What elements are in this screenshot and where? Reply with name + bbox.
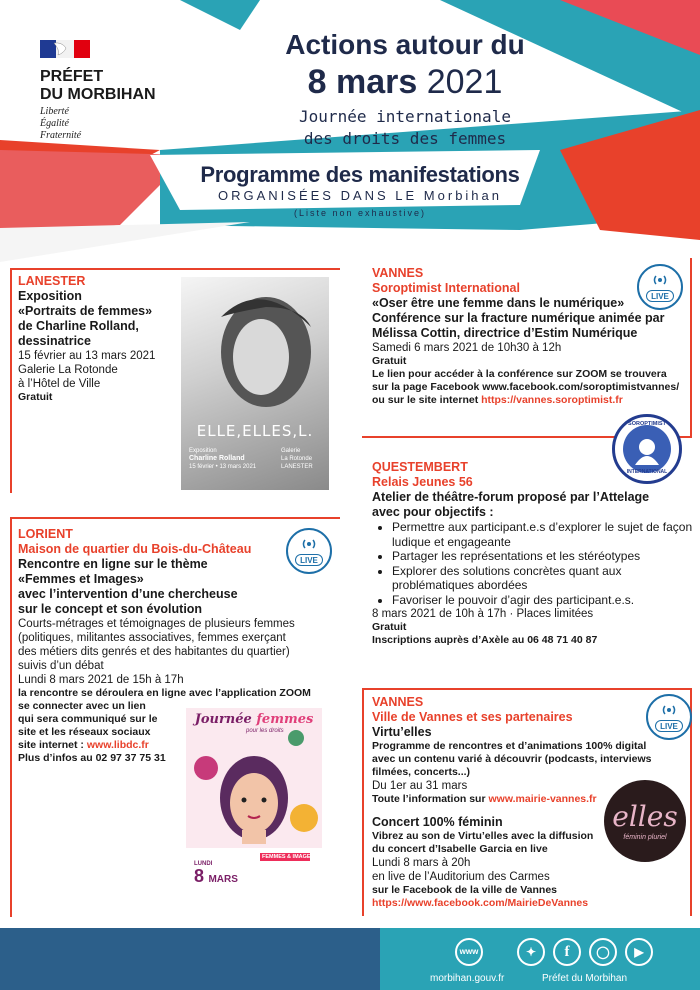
website-icon[interactable]: www (455, 938, 483, 966)
vannes-ville-text: VANNES Ville de Vannes et ses partenaires Virtu’elles Programme de rencontres et d’animations 100% digital avec un contenu varié à découvrir (podcasts, interviews filmées, concerts...) Du 1er au 31 mars Toute l’information sur www.mairie-vannes.fr Concert 100% féminin Vibrez au son de Virtu’elles avec la diffusion du concert d’Isabelle Garcia en live Lundi 8 mars à 20h en live de l’Auditorium des Carmes sur le Facebook de la ville de Vannes https://www.facebook.com/MairieDeVannes (372, 695, 694, 910)
lanester-exhibition-poster (181, 277, 329, 490)
youtube-icon[interactable]: ▶ (625, 938, 653, 966)
page-title: Actions autour du 8 mars 2021 Journée internationale des droits des femmes (285, 29, 525, 148)
twitter-icon[interactable]: ✦ (517, 938, 545, 966)
list-item: • Permettre aux participant.e.s d’explorer le sujet de façon ludique et engageante (392, 520, 694, 549)
poster-venue: Galerie La Rotonde LANESTER (281, 448, 313, 470)
lorient-text: LORIENT Maison de quartier du Bois-du-Château Rencontre en ligne sur le thème «Femmes et Images» avec l’intervention d’une chercheuse sur le concept et son évolution Courts-métrages et témoignages de plusieurs femmes (politiques, militantes associatives, femmes exerçant des métiers dits genrés et des habitantes du quartier) suivis d’un débat Lundi 8 mars 2021 de 15h à 17h la rencontre se déroulera en ligne avec l’application ZOOM se connecter avec un lien qui sera communiqué sur le site et les réseaux sociaux site internet : www.libdc.fr Plus d’infos au 02 97 37 75 31 (18, 527, 311, 764)
poster-details: Exposition Charline Rolland 15 février • 13 mars 2021 (189, 448, 257, 470)
facebook-icon[interactable]: f (553, 938, 581, 966)
instagram-icon[interactable]: ◯ (589, 938, 617, 966)
list-item: • Explorer des solutions concrètes quant aux problématiques abordées (392, 564, 694, 593)
prefecture-logo-title: PRÉFET DU MORBIHAN (40, 68, 156, 103)
program-subtitle: ORGANISÉES DANS LE Morbihan (217, 188, 503, 203)
live-badge: LIVE (286, 528, 332, 574)
list-item: • Favoriser le pouvoir d’agir des participant.e.s. (392, 593, 694, 608)
poster-date: LUNDI 8 MARS (194, 861, 238, 886)
poster-subtitle: pour les droits (246, 728, 284, 734)
mairie-vannes-link[interactable]: www.mairie-vannes.fr (488, 793, 597, 805)
footer-website[interactable]: morbihan.gouv.fr (430, 973, 505, 984)
soroptimist-logo: SOROPTIMIST INTERNATIONAL (612, 414, 682, 484)
soroptimist-website-link[interactable]: https://vannes.soroptimist.fr (481, 394, 623, 406)
poster-title: Journée femmes (194, 712, 314, 727)
facebook-vannes-link[interactable]: https://www.facebook.com/MairieDeVannes (372, 897, 589, 909)
program-note: (Liste non exhaustive) (293, 208, 427, 218)
questembert-text: QUESTEMBERT Relais Jeunes 56 Atelier de théâtre-forum proposé par l’Attelage avec pour objectifs : • Permettre aux participant.e.s d’explorer le sujet de façon ludique et engageante • Partager les représentations et les stéréotypes • Explorer des solutions concrètes quant aux problématiques abordées • Favoriser le pouvoir d’agir des participant.e.s. 8 mars 2021 de 10h à 17h · Places limitées Gratuit Inscriptions auprès d’Axèle au 06 48 71 40 87 (372, 460, 694, 647)
republic-motto: Liberté Égalité Fraternité (40, 106, 82, 141)
program-title: Programme des manifestations (200, 162, 520, 187)
vannes-soroptimist-text: VANNES Soroptimist International «Oser être une femme dans le numérique» Conférence sur la fracture numérique animée par Mélissa Cottin, directrice d’Estim Numérique Samedi 6 mars 2021 de 10h30 à 12h Gratuit Le lien pour accéder à la conférence sur ZOOM se trouvera sur la page Facebook www.facebook.com/soroptimistvannes/ ou sur le site internet https://vannes.soroptimist.fr (372, 266, 680, 406)
objectives-list (372, 520, 694, 607)
lanester-text: LANESTER Exposition «Portraits de femmes» de Charline Rolland, dessinatrice 15 février au 13 mars 2021 Galerie La Rotonde à l’Hôtel de Ville Gratuit (18, 274, 156, 403)
lorient-website-link[interactable]: www.libdc.fr (86, 739, 149, 751)
marianne-flag-logo (40, 40, 90, 58)
poster-headline: ELLE,ELLES,L. (196, 422, 314, 440)
live-badge: LIVE (646, 694, 692, 740)
lorient-event-poster (186, 708, 322, 908)
live-badge: LIVE (637, 264, 683, 310)
footer-prefet: Préfet du Morbihan (542, 973, 628, 984)
poster-tag: FEMMES & IMAGES (262, 854, 315, 860)
elles-logo: elles féminin pluriel (604, 780, 686, 862)
list-item: • Partager les représentations et les stéréotypes (392, 549, 694, 564)
